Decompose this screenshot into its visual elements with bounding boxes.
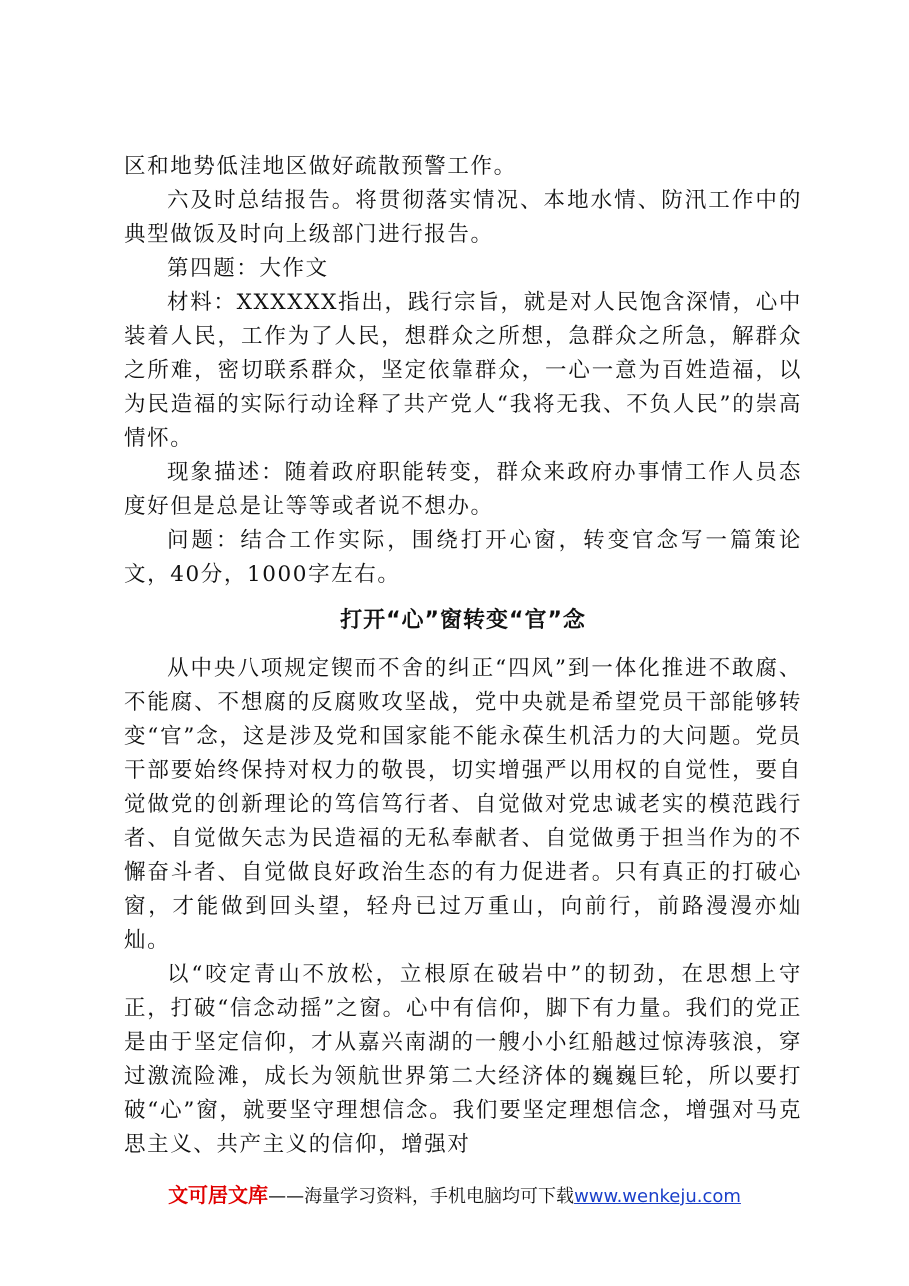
footer-website-link[interactable]: www.wenkeju.com: [574, 1186, 741, 1207]
footer-brand: 文可居文库: [168, 1183, 269, 1207]
phenomenon-paragraph: 现象描述：随着政府职能转变，群众来政府办事情工作人员态度好但是总是让等等或者说不想办。: [124, 460, 802, 519]
essay-paragraph: 从中央八项规定锲而不舍的纠正“四风”到一体化推进不敢腐、不能腐、不想腐的反腐败攻坚战，党中央就是希望党员干部能够转变“官”念，这是涉及党和国家能不能永葆生机活力的大问题。党员干部要始终保持对权力的敬畏，切实增强严以用权的自觉性，要自觉做党的创新理论的笃信笃行者、自觉做对党忠诚老实的模范践行者、自觉做矢志为民造福的无私奉献者、自觉做勇于担当作为的不懈奋斗者、自觉做良好政治生态的有力促进者。只有真正的打破心窗，才能做到回头望，轻舟已过万重山，向前行，前路漫漫亦灿灿。: [124, 656, 802, 953]
paragraph: 区和地势低洼地区做好疏散预警工作。: [124, 154, 517, 179]
footer-tagline: ——海量学习资料，手机电脑均可下载: [268, 1186, 575, 1207]
essay-title: 打开“心”窗转变“官”念: [340, 608, 586, 633]
footer: [0, 1180, 909, 1212]
paragraph: 六及时总结报告。将贯彻落实情况、本地水情、防汛工作中的典型做饭及时向上级部门进行报告。: [124, 188, 802, 247]
essay-paragraph: 以“咬定青山不放松，立根原在破岩中”的韧劲，在思想上守正，打破“信念动摇”之窗。心中有信仰，脚下有力量。我们的党正是由于坚定信仰，才从嘉兴南湖的一艘小小红船越过惊涛骇浪，穿过激流险滩，成长为领航世界第二大经济体的巍巍巨轮，所以要打破“心”窗，就要坚守理想信念。我们要坚定理想信念，增强对马克思主义、共产主义的信仰，增强对: [124, 962, 802, 1157]
section-heading: 第四题：大作文: [167, 256, 329, 281]
document-body: [124, 150, 802, 1162]
material-paragraph: 材料：XXXXXX指出，践行宗旨，就是对人民饱含深情，心中装着人民，工作为了人民，想群众之所想，急群众之所急，解群众之所难，密切联系群众，坚定依靠群众，一心一意为百姓造福，以为民造福的实际行动诠释了共产党人“我将无我、不负人民”的崇高情怀。: [124, 290, 802, 451]
question-paragraph: 问题：结合工作实际，围绕打开心窗，转变官念写一篇策论文，40分，1000字左右。: [124, 528, 802, 587]
